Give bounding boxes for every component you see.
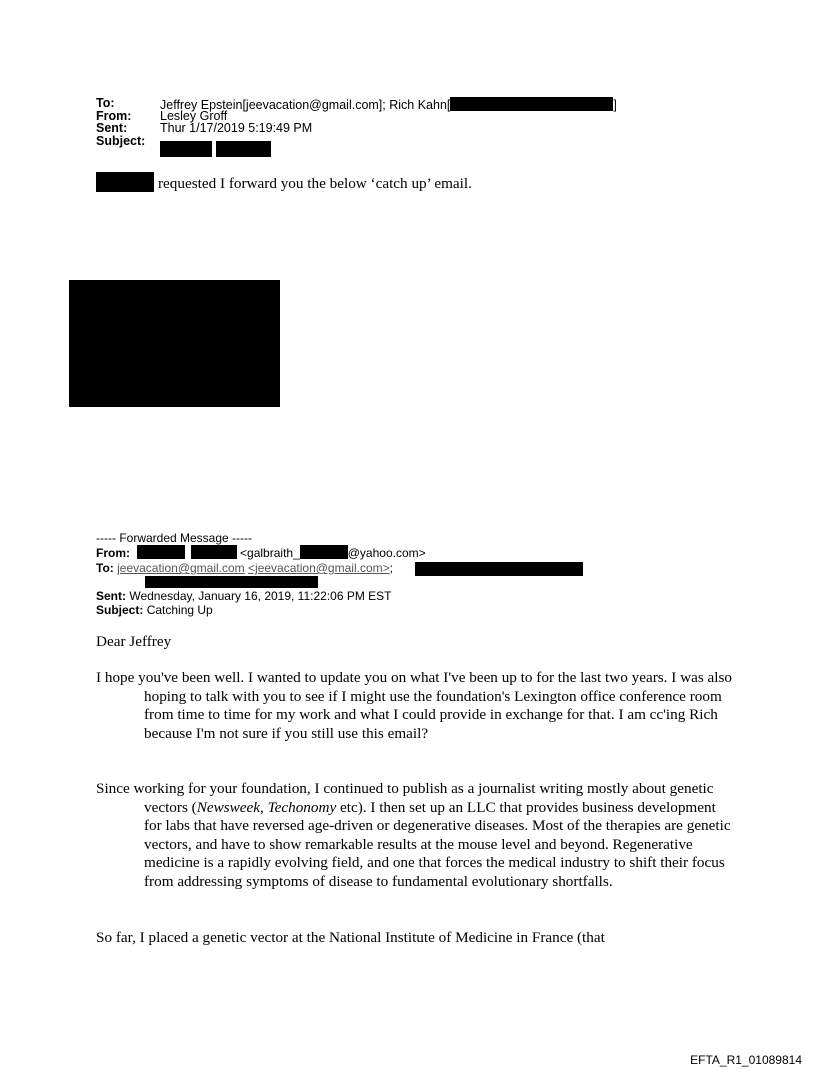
to-value: Jeffrey Epstein[jeevacation@gmail.com]; Rich Kahn[ ] [160, 98, 617, 112]
document-id: EFTA_R1_01089814 [690, 1053, 802, 1067]
redaction-block [69, 280, 280, 407]
redaction-box [415, 562, 583, 576]
to-label: To: [96, 96, 115, 110]
redaction-box [216, 141, 271, 157]
forwarded-sent-row [96, 589, 392, 603]
intro-text: requested I forward you the below ‘catch up’ email. [158, 175, 472, 192]
forwarded-from-email[interactable]: <galbraith_ @yahoo.com> [240, 546, 426, 560]
redaction-box [300, 545, 348, 559]
forwarded-to-link[interactable]: jeevacation@gmail.com [117, 561, 245, 575]
body-paragraph-1: I hope you've been well. I wanted to update you on what I've been up to for the last two years. I was also hoping to talk with you to see if I might use the foundation's Lexington office conference room from time to time for my work and what I could provide in exchange for that. I am cc'ing Rich because I'm not sure if you still use this email? [96, 669, 732, 742]
subject-label: Subject: [96, 133, 146, 148]
forwarded-to-sep: ; [389, 561, 393, 575]
forwarded-sent-value: Wednesday, January 16, 2019, 11:22:06 PM EST [129, 589, 392, 603]
from-label: From: [96, 108, 132, 123]
redaction-box [137, 545, 185, 559]
redaction-box [450, 97, 613, 111]
forwarded-subject-row [96, 603, 213, 617]
publication-names: Newsweek, Techonomy [196, 798, 337, 816]
greeting: Dear Jeffrey [96, 633, 172, 650]
redaction-box [160, 141, 212, 157]
from-value: Lesley Groff [160, 108, 228, 123]
redaction-box [145, 576, 318, 588]
body-paragraph-3: So far, I placed a genetic vector at the National Institute of Medicine in France (that [96, 929, 605, 946]
body-paragraph-2: Since working for your foundation, I continued to publish as a journalist writing mostly about genetic vectors (Newsweek, Techonomy etc). I then set up an LLC that provides business development for labs that have reversed age-driven or degenerative diseases. Most of the therapies are genetic vectors, and have to show remarkable results at the mouse level and beyond. Regenerative medicine is a rapidly evolving field, and one that forces the medical industry to shift their focus from addressing symptoms of disease to fundamental evolutionary shortfalls. [96, 780, 731, 890]
forwarded-from-row [96, 545, 426, 560]
sent-value: Thur 1/17/2019 5:19:49 PM [160, 121, 313, 135]
forwarded-to-link2[interactable]: <jeevacation@gmail.com> [248, 561, 390, 575]
sent-label: Sent: [96, 121, 128, 135]
redaction-box [191, 545, 237, 559]
forwarded-subject-value: Catching Up [146, 603, 213, 617]
forwarded-from-label: From: [96, 546, 130, 560]
redaction-box [96, 172, 154, 192]
forwarded-sent-label: Sent: [96, 589, 126, 603]
forwarded-subject-label: Subject: [96, 603, 144, 617]
forwarded-to-row [96, 561, 393, 575]
forwarded-to-label: To: [96, 561, 114, 575]
forwarded-marker: ----- Forwarded Message ----- [96, 531, 253, 545]
